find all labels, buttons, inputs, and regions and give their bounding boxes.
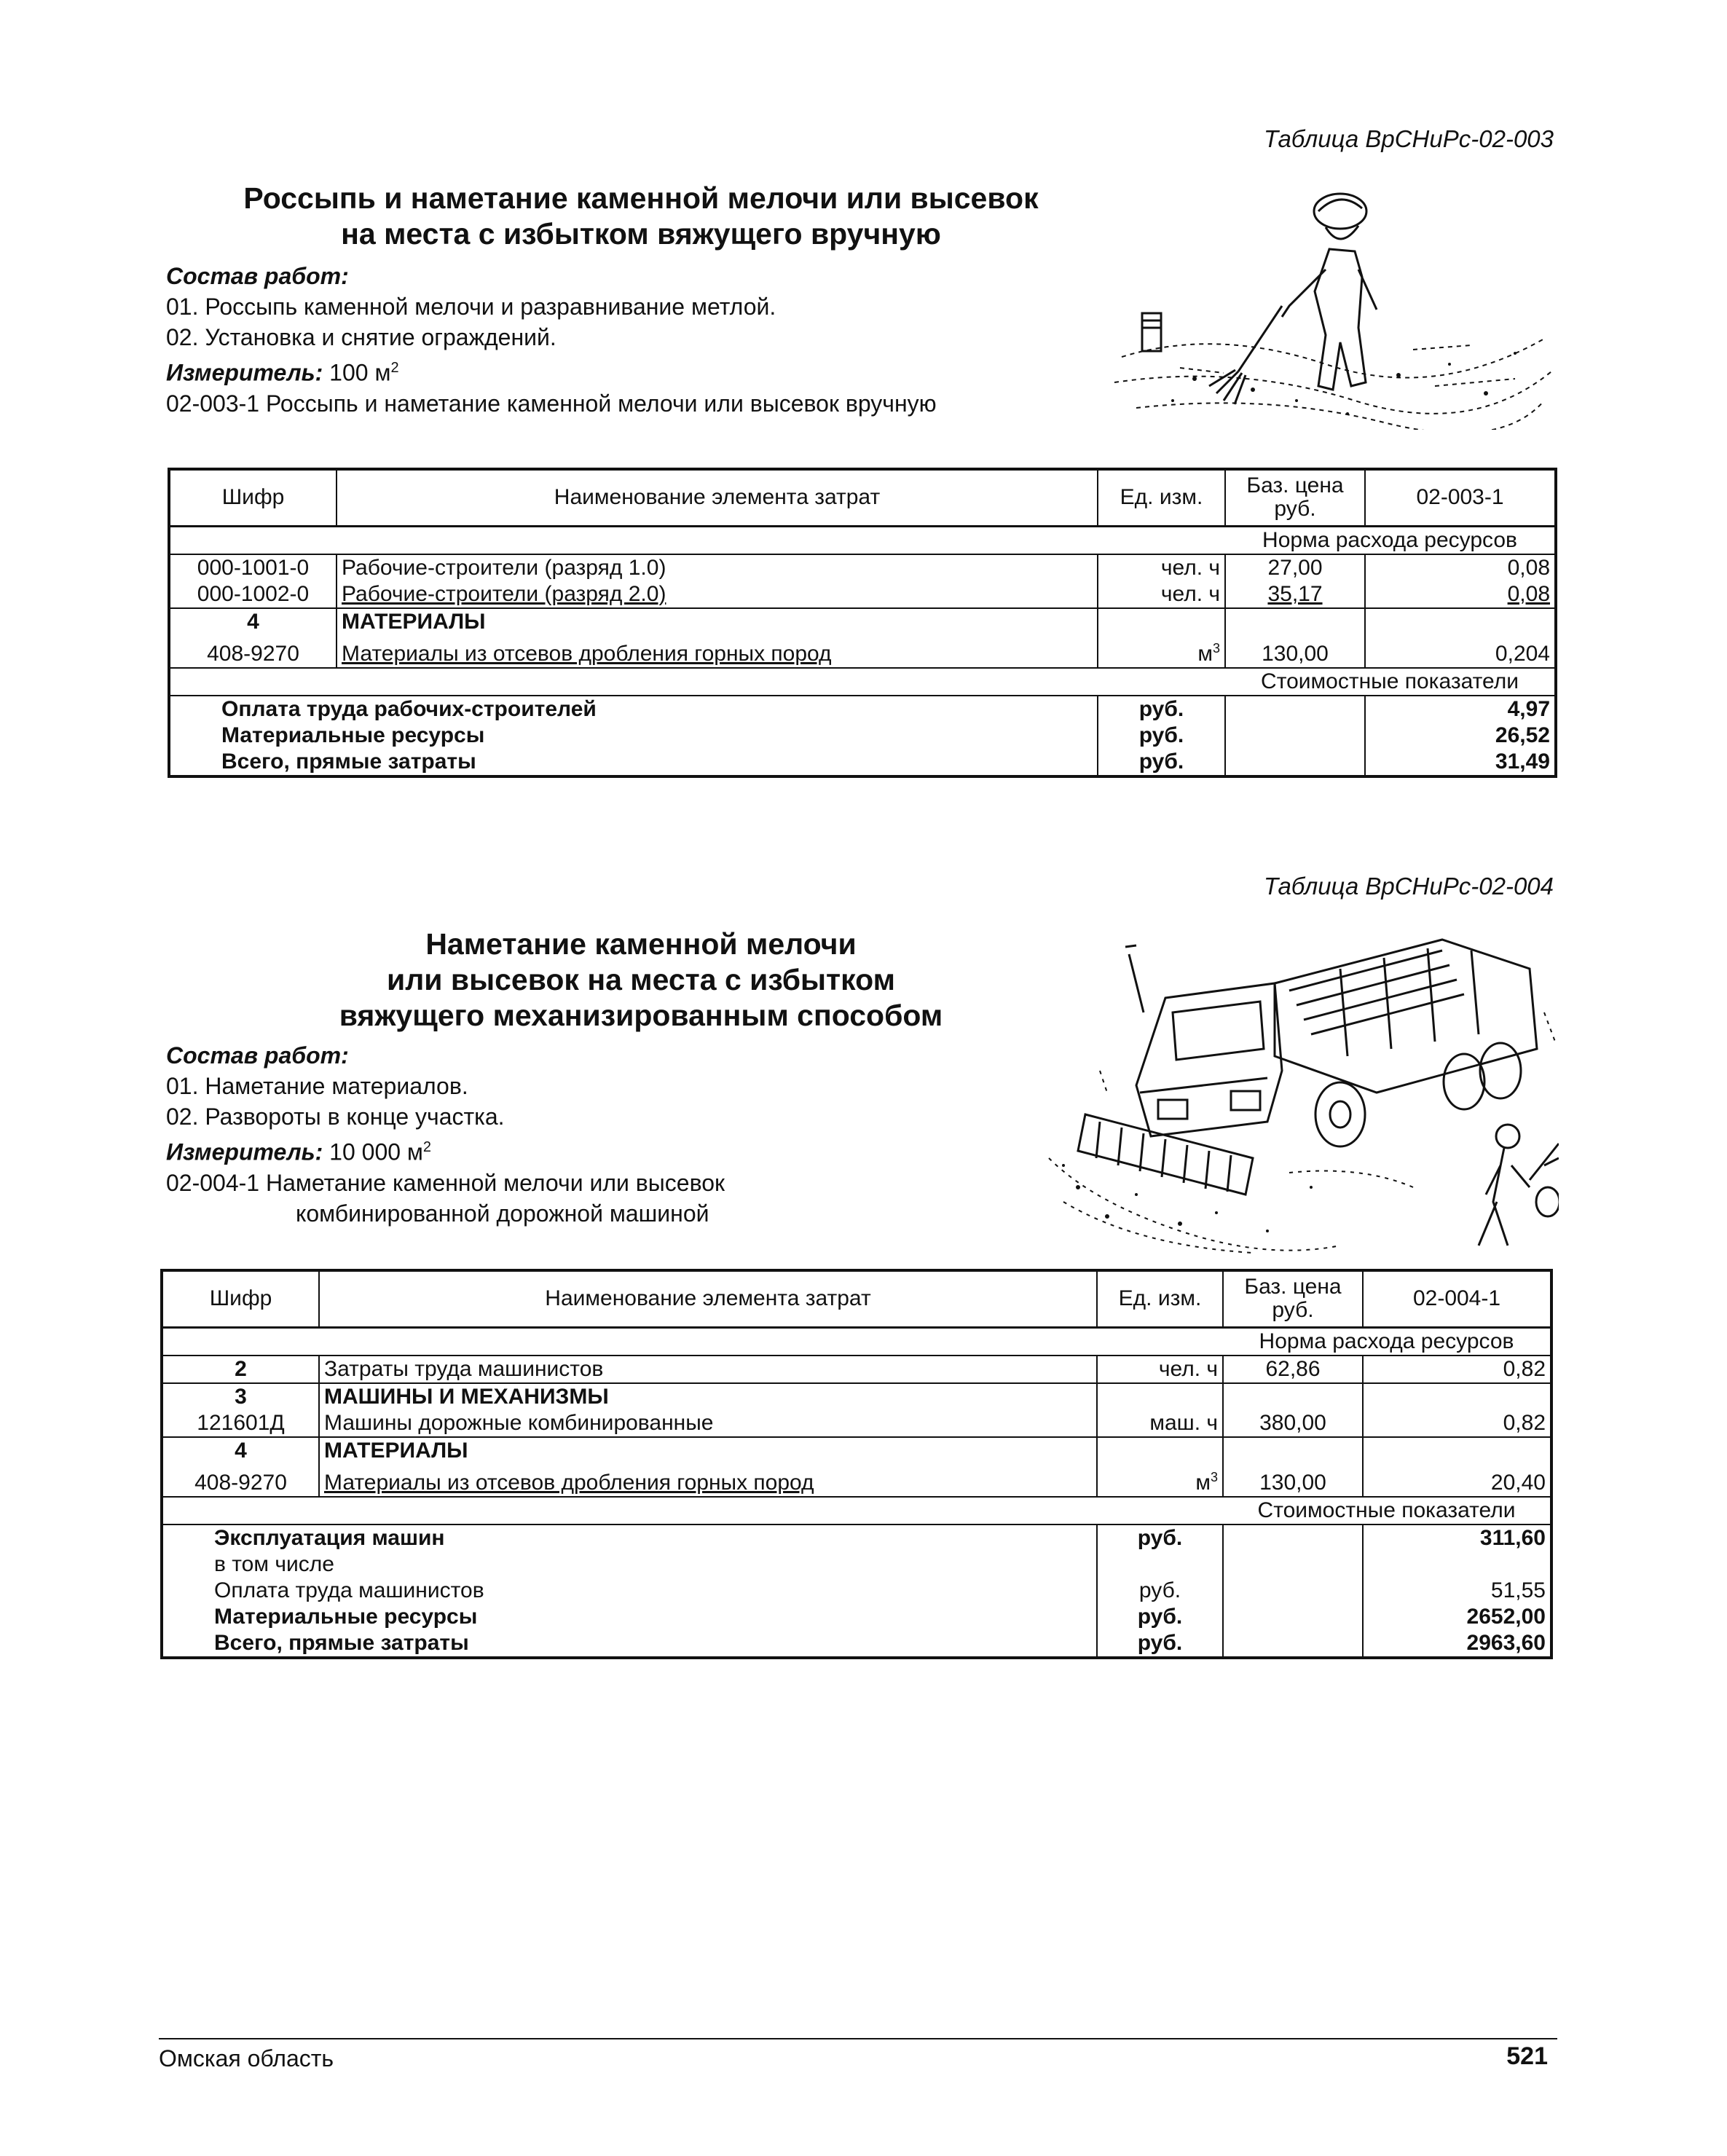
header-code: Шифр	[169, 469, 337, 526]
group-title: МАШИНЫ И МЕХАНИЗМЫ	[319, 1383, 1097, 1410]
row-price: 35,17	[1225, 581, 1365, 608]
total-unit: руб.	[1098, 723, 1225, 749]
total-unit: руб.	[1098, 696, 1225, 723]
total-row	[169, 749, 1556, 776]
table-caption-2: Таблица ВрСНиРс-02-004	[1264, 873, 1554, 900]
row-value: 0,82	[1363, 1356, 1551, 1383]
total-name: Оплата труда машинистов	[162, 1578, 1097, 1604]
work-description-1	[166, 261, 937, 419]
total-unit: руб.	[1097, 1630, 1223, 1658]
table-row	[169, 554, 1556, 581]
code-line-continuation: комбинированной дорожной машиной	[296, 1200, 709, 1227]
row-value: 0,08	[1365, 581, 1556, 608]
total-row	[169, 696, 1556, 723]
total-name: Материальные ресурсы	[162, 1604, 1097, 1630]
group-title: МАТЕРИАЛЫ	[337, 608, 1098, 635]
total-name: Оплата труда рабочих-строителей	[169, 696, 1098, 723]
total-value: 2652,00	[1363, 1604, 1551, 1630]
total-row	[162, 1524, 1551, 1551]
row-name: Затраты труда машинистов	[319, 1356, 1097, 1383]
total-name: Материальные ресурсы	[169, 723, 1098, 749]
total-row	[162, 1604, 1551, 1630]
table-row	[162, 1410, 1551, 1437]
cost-table-1	[168, 468, 1557, 778]
total-unit: руб.	[1098, 749, 1225, 776]
total-name: Эксплуатация машин	[162, 1524, 1097, 1551]
total-row	[169, 723, 1556, 749]
group-row	[169, 608, 1556, 635]
code-line: 02-003-1 Россыпь и наметание каменной мелочи или высевок вручную	[166, 390, 937, 417]
row-name: Рабочие-строители (разряд 2.0)	[337, 581, 1098, 608]
row-code: 408-9270	[162, 1464, 319, 1497]
section-title-2	[277, 926, 1005, 1034]
row-code: 000-1002-0	[169, 581, 337, 608]
measure-value: 10 000 м	[329, 1138, 423, 1165]
total-row	[162, 1578, 1551, 1604]
row-unit: $м^3$	[1098, 635, 1225, 668]
footer-region: Омская область	[159, 2045, 334, 2072]
table-row	[169, 581, 1556, 608]
row-unit: маш. ч	[1097, 1410, 1223, 1437]
total-name: в том числе	[162, 1551, 1097, 1578]
footer-divider	[159, 2038, 1557, 2039]
row-code: 408-9270	[169, 635, 337, 668]
row-value: 0,08	[1365, 554, 1556, 581]
norm-label: Норма расхода ресурсов	[1225, 526, 1556, 554]
title-line: Россыпь и наметание каменной мелочи или высевок	[243, 181, 1039, 215]
total-unit: руб.	[1097, 1524, 1223, 1551]
header-price: Баз. цена руб.	[1225, 469, 1365, 526]
group-number: 4	[169, 608, 337, 635]
title-line: на места с избытком вяжущего вручную	[341, 217, 941, 251]
row-price: 130,00	[1225, 635, 1365, 668]
row-price: 130,00	[1223, 1464, 1363, 1497]
header-column-code: 02-003-1	[1365, 469, 1556, 526]
group-row	[162, 1437, 1551, 1464]
title-line: Наметание каменной мелочи	[425, 927, 857, 961]
row-code: 121601Д	[162, 1410, 319, 1437]
measure-value: 100 м	[329, 359, 391, 386]
total-row	[162, 1630, 1551, 1658]
section-title-1	[168, 181, 1114, 252]
header-name: Наименование элемента затрат	[319, 1270, 1097, 1327]
total-row	[162, 1551, 1551, 1578]
header-code: Шифр	[162, 1270, 319, 1327]
table-row	[162, 1356, 1551, 1383]
row-code: 2	[162, 1356, 319, 1383]
total-value: 2963,60	[1363, 1630, 1551, 1658]
header-column-code: 02-004-1	[1363, 1270, 1551, 1327]
row-price: 27,00	[1225, 554, 1365, 581]
row-code: 000-1001-0	[169, 554, 337, 581]
measure-label: Измеритель:	[166, 1138, 323, 1165]
row-name: Материалы из отсевов дробления горных пород	[319, 1464, 1097, 1497]
work-description-2	[166, 1040, 725, 1229]
row-unit: чел. ч	[1097, 1356, 1223, 1383]
header-name: Наименование элемента затрат	[337, 469, 1098, 526]
header-unit: Ед. изм.	[1097, 1270, 1223, 1327]
work-item: 01. Россыпь каменной мелочи и разравнивание метлой.	[166, 294, 776, 320]
row-unit: $м^3$	[1097, 1464, 1223, 1497]
header-unit: Ед. изм.	[1098, 469, 1225, 526]
row-name: Материалы из отсевов дробления горных пород	[337, 635, 1098, 668]
row-value: 0,82	[1363, 1410, 1551, 1437]
total-unit	[1097, 1551, 1223, 1578]
title-line: вяжущего механизированным способом	[339, 999, 943, 1032]
cost-label: Стоимостные показатели	[1223, 1497, 1551, 1524]
row-unit: чел. ч	[1098, 554, 1225, 581]
work-label: Состав работ:	[166, 1042, 349, 1069]
work-item: 01. Наметание материалов.	[166, 1073, 468, 1099]
row-value: 0,204	[1365, 635, 1556, 668]
work-item: 02. Развороты в конце участка.	[166, 1103, 505, 1130]
total-value: 311,60	[1363, 1524, 1551, 1551]
total-value: 51,55	[1363, 1578, 1551, 1604]
title-line: или высевок на места с избытком	[387, 963, 895, 996]
row-name: Рабочие-строители (разряд 1.0)	[337, 554, 1098, 581]
total-value: 4,97	[1365, 696, 1556, 723]
total-name: Всего, прямые затраты	[169, 749, 1098, 776]
page-number: 521	[1506, 2042, 1548, 2070]
table-caption-1: Таблица ВрСНиРс-02-003	[1264, 125, 1554, 152]
row-value: 20,40	[1363, 1464, 1551, 1497]
norm-label: Норма расхода ресурсов	[1223, 1327, 1551, 1356]
table-row	[169, 635, 1556, 668]
header-price: Баз. цена руб.	[1223, 1270, 1363, 1327]
total-value	[1363, 1551, 1551, 1578]
total-name: Всего, прямые затраты	[162, 1630, 1097, 1658]
measure-sup: 2	[390, 360, 399, 376]
code-line: 02-004-1 Наметание каменной мелочи или высевок	[166, 1169, 725, 1196]
row-name: Машины дорожные комбинированные	[319, 1410, 1097, 1437]
measure-label: Измеритель:	[166, 359, 323, 386]
row-price: 62,86	[1223, 1356, 1363, 1383]
row-unit: чел. ч	[1098, 581, 1225, 608]
group-number: 4	[162, 1437, 319, 1464]
group-row	[162, 1383, 1551, 1410]
cost-label: Стоимостные показатели	[1225, 668, 1556, 696]
worker-sweeping-illustration	[1107, 182, 1559, 430]
total-value: 31,49	[1365, 749, 1556, 776]
total-unit: руб.	[1097, 1578, 1223, 1604]
road-machine-illustration	[1034, 925, 1559, 1260]
group-title: МАТЕРИАЛЫ	[319, 1437, 1097, 1464]
cost-table-2	[160, 1269, 1553, 1659]
total-unit: руб.	[1097, 1604, 1223, 1630]
table-row	[162, 1464, 1551, 1497]
measure-sup: 2	[422, 1139, 432, 1155]
row-price: 380,00	[1223, 1410, 1363, 1437]
work-label: Состав работ:	[166, 263, 349, 289]
group-number: 3	[162, 1383, 319, 1410]
total-value: 26,52	[1365, 723, 1556, 749]
work-item: 02. Установка и снятие ограждений.	[166, 324, 556, 350]
